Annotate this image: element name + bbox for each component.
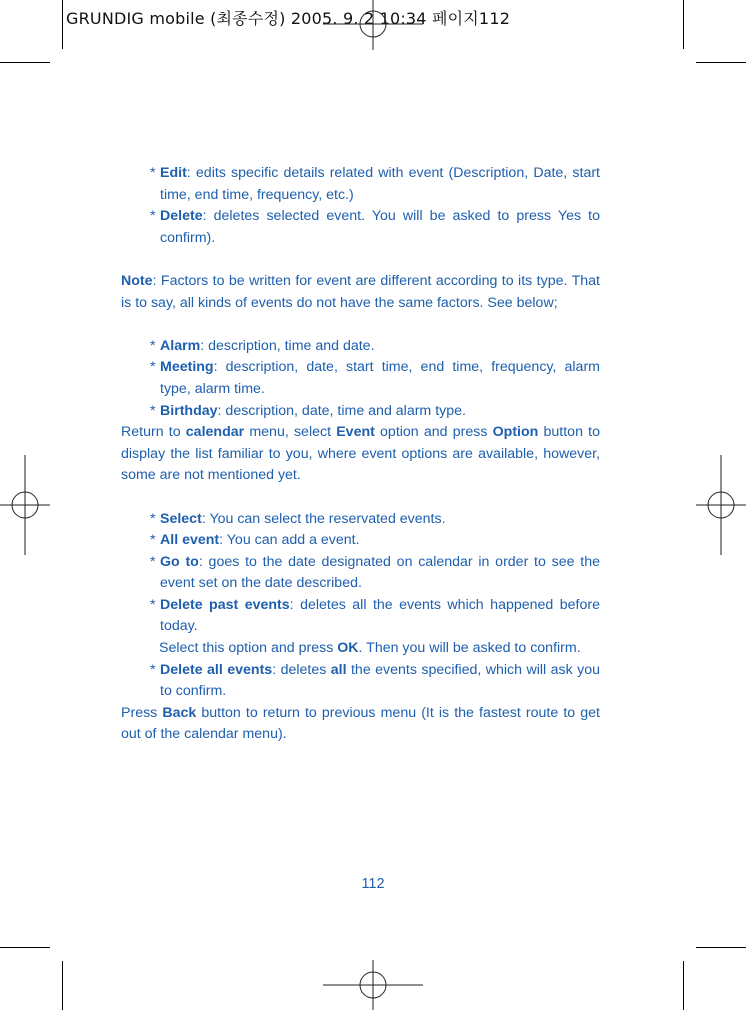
crop-mark-top-right-h bbox=[696, 62, 746, 63]
term-delete: Delete bbox=[160, 208, 203, 225]
term-note: Note bbox=[121, 272, 153, 289]
text-run: Return to bbox=[121, 424, 186, 441]
term-delete-all: Delete all events bbox=[160, 661, 273, 678]
text-run: Press bbox=[121, 704, 163, 721]
bullet-star: * bbox=[150, 596, 156, 613]
return-paragraph bbox=[121, 422, 600, 487]
registration-mark-right-icon bbox=[696, 455, 746, 555]
crop-mark-bottom-right-h bbox=[696, 947, 746, 948]
text-run: button to return to previous menu (It is the fastest route to get out of the calendar menu). bbox=[121, 704, 600, 743]
term-all-event: All event bbox=[160, 532, 220, 549]
list-item-delete-all bbox=[121, 660, 600, 703]
desc-note: : Factors to be written for event are different according to its type. That is to say, all kinds of events do not have the same factors. See below; bbox=[121, 272, 600, 311]
crop-mark-top-right-v bbox=[683, 0, 684, 49]
term-meeting: Meeting bbox=[160, 359, 214, 376]
term-back: Back bbox=[162, 704, 197, 721]
page-number: 112 bbox=[361, 876, 385, 892]
bullet-star: * bbox=[150, 553, 156, 570]
text-run: : deletes bbox=[272, 661, 331, 678]
crop-mark-top-left-h bbox=[0, 62, 50, 63]
text-run: Select this option and press bbox=[159, 640, 338, 657]
text-run: option and press bbox=[374, 424, 493, 441]
desc-birthday: : description, date, time and alarm type. bbox=[217, 402, 466, 419]
list-item-delete-past bbox=[121, 595, 600, 638]
select-ok-line bbox=[121, 638, 600, 660]
crop-mark-bottom-left-v bbox=[62, 961, 63, 1010]
list-item-meeting bbox=[121, 357, 600, 400]
bullet-star: * bbox=[150, 359, 156, 376]
bullet-star: * bbox=[150, 510, 156, 527]
desc-edit: : edits specific details related with event (Description, Date, start time, end time, frequency, etc.) bbox=[160, 165, 600, 203]
term-go-to: Go to bbox=[160, 553, 199, 570]
term-ok: OK bbox=[337, 640, 359, 657]
term-delete-past: Delete past events bbox=[160, 596, 290, 613]
term-option: Option bbox=[492, 424, 539, 441]
crop-mark-top-left-v bbox=[62, 0, 63, 49]
list-item-all-event bbox=[121, 530, 600, 552]
list-item-alarm bbox=[121, 336, 600, 358]
desc-all-event: : You can add a event. bbox=[219, 532, 360, 549]
bullet-star: * bbox=[150, 337, 156, 354]
term-calendar: calendar bbox=[185, 424, 245, 441]
text-run: menu, select bbox=[244, 424, 337, 441]
print-slug-header: GRUNDIG mobile (최종수정) 2005. 9. 2 10:34 페이지112 bbox=[66, 9, 511, 28]
bullet-star: * bbox=[150, 208, 156, 225]
list-item-go-to bbox=[121, 552, 600, 595]
page-body bbox=[121, 163, 600, 746]
term-select: Select bbox=[160, 510, 202, 527]
term-event: Event bbox=[336, 424, 375, 441]
term-all: all bbox=[330, 661, 347, 678]
text-run: the events specified, which will ask you to confirm. bbox=[160, 661, 600, 700]
bullet-star: * bbox=[150, 402, 156, 419]
list-item-birthday bbox=[121, 401, 600, 423]
list-item-edit bbox=[121, 163, 600, 206]
bullet-star: * bbox=[150, 532, 156, 549]
press-back-paragraph bbox=[121, 703, 600, 746]
bullet-star: * bbox=[150, 165, 156, 181]
desc-alarm: : description, time and date. bbox=[200, 337, 375, 354]
term-birthday: Birthday bbox=[160, 402, 218, 419]
registration-mark-top-icon bbox=[323, 0, 423, 50]
registration-mark-left-icon bbox=[0, 455, 50, 555]
registration-mark-bottom-icon bbox=[323, 960, 423, 1010]
desc-delete-past: : deletes all the events which happened before today. bbox=[160, 596, 600, 635]
list-item-delete bbox=[121, 206, 600, 249]
desc-delete: : deletes selected event. You will be asked to press Yes to confirm). bbox=[160, 208, 600, 246]
term-alarm: Alarm bbox=[160, 337, 201, 354]
text-run: . Then you will be asked to confirm. bbox=[358, 640, 581, 657]
desc-select: : You can select the reservated events. bbox=[201, 510, 446, 527]
note-paragraph bbox=[121, 271, 600, 314]
desc-meeting: : description, date, start time, end time, frequency, alarm type, alarm time. bbox=[160, 359, 600, 397]
term-edit: Edit bbox=[160, 165, 187, 181]
list-item-select bbox=[121, 509, 600, 531]
bullet-star: * bbox=[150, 661, 156, 678]
crop-mark-bottom-left-h bbox=[0, 947, 50, 948]
desc-go-to: : goes to the date designated on calendar in order to see the event set on the date described. bbox=[160, 553, 600, 592]
text-run: button to display the list familiar to you, where event options are available, however, some are not mentioned yet. bbox=[121, 424, 600, 484]
crop-mark-bottom-right-v bbox=[683, 961, 684, 1010]
